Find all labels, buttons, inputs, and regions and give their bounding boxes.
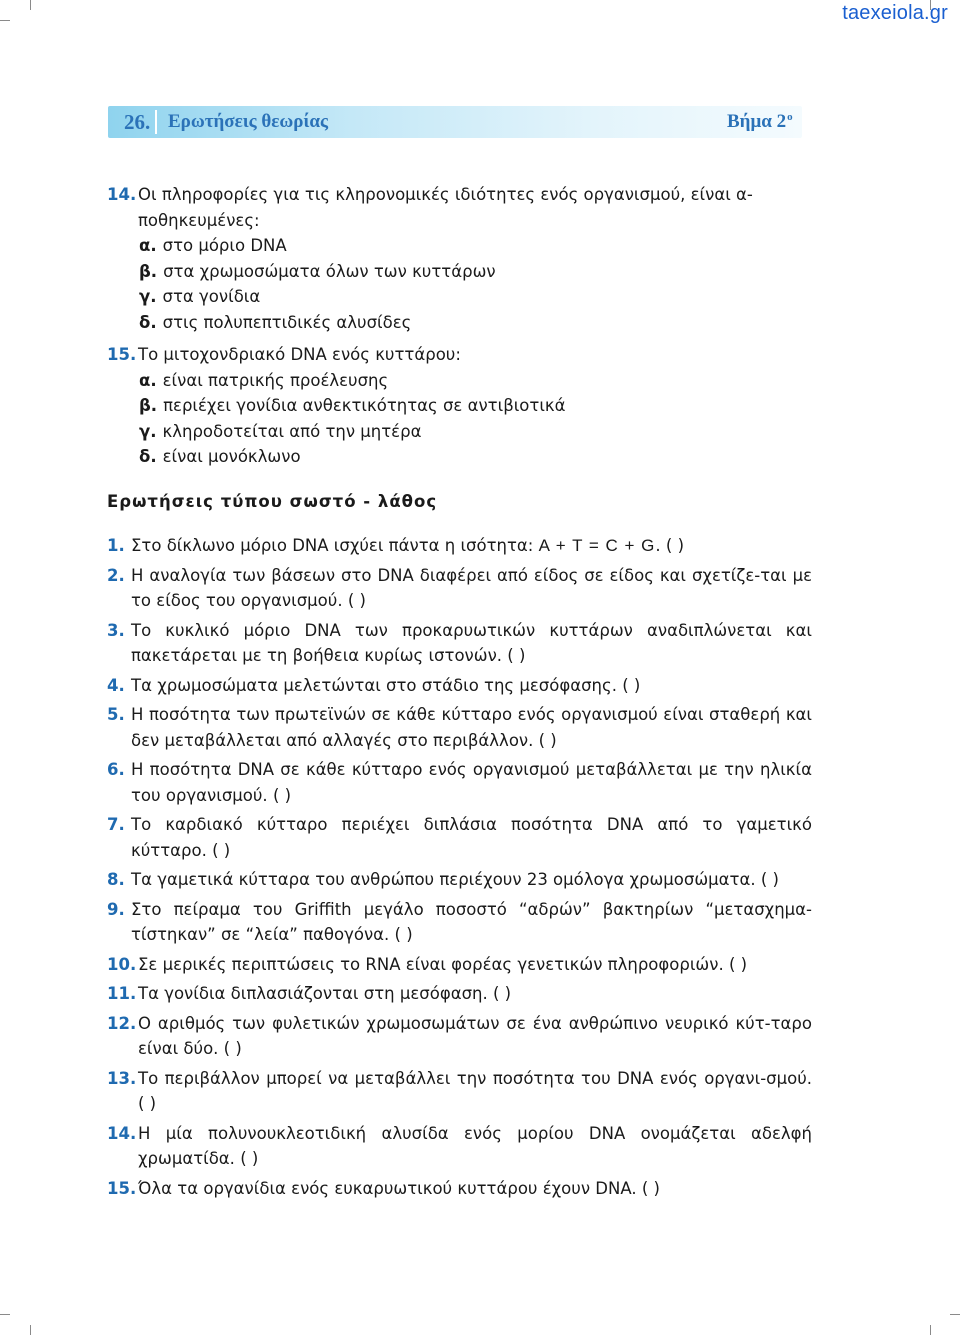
mc-question bbox=[107, 182, 812, 233]
question-number: 15. bbox=[107, 1178, 137, 1198]
true-false-question bbox=[107, 757, 812, 808]
formula-tail: . bbox=[655, 536, 661, 555]
question-number: 9. bbox=[107, 899, 125, 919]
answer-blank[interactable]: ( ) bbox=[641, 1178, 660, 1198]
true-false-question bbox=[107, 1176, 812, 1202]
option-label: δ. bbox=[139, 447, 157, 466]
question-text: Η μία πολυνουκλεοτιδική αλυσίδα ενός μορίου DNA ονομάζεται αδελφή χρωματίδα. bbox=[138, 1123, 812, 1168]
option-label: α. bbox=[139, 370, 157, 390]
true-false-section-title: Ερωτήσεις τύπου σωστό - λάθος bbox=[107, 491, 438, 511]
spacer bbox=[107, 514, 812, 533]
option-text: είναι πατρικής προέλευσης bbox=[162, 370, 389, 390]
question-number: 14. bbox=[107, 185, 137, 204]
option-text: κληροδοτείται από την μητέρα bbox=[162, 421, 422, 441]
true-false-question bbox=[107, 897, 812, 948]
true-false-question bbox=[107, 673, 812, 699]
question-number: 8. bbox=[107, 870, 125, 889]
true-false-list bbox=[107, 563, 812, 1202]
answer-option bbox=[139, 259, 812, 285]
true-false-question bbox=[107, 1066, 812, 1117]
option-label: γ. bbox=[139, 421, 157, 441]
true-false-question bbox=[107, 1011, 812, 1062]
step-text: Βήμα 2 bbox=[727, 111, 787, 132]
question-number: 5. bbox=[107, 705, 125, 724]
answer-option bbox=[139, 393, 812, 419]
question-number: 1. bbox=[107, 536, 125, 555]
option-text: στο μόριο DNA bbox=[162, 236, 287, 255]
crop-mark-bottom-right-v bbox=[930, 1325, 931, 1335]
page-content bbox=[107, 182, 812, 1205]
answer-option bbox=[139, 368, 812, 394]
spacer bbox=[107, 470, 812, 489]
answer-blank[interactable]: ( ) bbox=[760, 870, 779, 889]
crop-mark-bottom-left-v bbox=[30, 1325, 31, 1335]
question-number: 3. bbox=[107, 620, 125, 640]
question-text: Τα γονίδια διπλασιάζονται στη μεσόφαση. bbox=[138, 984, 488, 1003]
true-false-question bbox=[107, 563, 812, 614]
crop-mark-bottom-left-h bbox=[0, 1314, 10, 1315]
true-false-question bbox=[107, 952, 812, 978]
section-number: 26. bbox=[124, 110, 151, 134]
crop-mark-top-left-h bbox=[0, 20, 10, 21]
answer-option bbox=[139, 284, 812, 310]
true-false-question bbox=[107, 533, 812, 559]
true-false-question bbox=[107, 702, 812, 753]
answer-option bbox=[139, 444, 812, 470]
answer-blank[interactable]: ( ) bbox=[138, 1094, 157, 1113]
option-label: α. bbox=[139, 236, 157, 255]
equality-formula: A + T = C + G bbox=[538, 536, 656, 555]
true-false-question bbox=[107, 1121, 812, 1172]
question-text: Τα γαμετικά κύτταρα του ανθρώπου περιέχουν 23 ομόλογα χρωμοσώματα. bbox=[131, 870, 756, 889]
option-text: περιέχει γονίδια ανθεκτικότητας σε αντιβιοτικά bbox=[163, 396, 566, 415]
option-label: β. bbox=[139, 396, 158, 415]
question-number: 4. bbox=[107, 675, 125, 695]
answer-blank[interactable]: ( ) bbox=[272, 785, 292, 805]
question-text: Ο αριθμός των φυλετικών χρωμοσωμάτων σε ένα ανθρώπινο νευρικό κύτ-ταρο είναι δύο. bbox=[138, 1013, 812, 1058]
true-false-question bbox=[107, 867, 812, 893]
step-superscript: ο bbox=[787, 111, 793, 123]
question-number: 6. bbox=[107, 760, 125, 779]
question-text: Στο πείραμα του Griffith μεγάλο ποσοστό “αδρών” βακτηρίων “μετασχημα-τίστηκαν” σε “λεία” παθογόνα. bbox=[131, 899, 812, 944]
answer-blank[interactable]: ( ) bbox=[538, 730, 557, 750]
option-text: στις πολυπεπτιδικές αλυσίδες bbox=[162, 312, 412, 332]
question-text: Οι πληροφορίες για τις κληρονομικές ιδιότητες ενός οργανισμού, είναι α-ποθηκευμένες: bbox=[138, 185, 753, 230]
answer-blank[interactable]: ( ) bbox=[507, 646, 526, 665]
answer-blank[interactable]: ( ) bbox=[223, 1039, 242, 1058]
answer-blank[interactable]: ( ) bbox=[347, 591, 366, 610]
header-divider bbox=[155, 110, 157, 134]
question-text: Η αναλογία των βάσεων στο DNA διαφέρει από είδος σε είδος και σχετίζε-ται με το είδος του οργανισμού. bbox=[131, 565, 812, 610]
answer-blank[interactable]: ( ) bbox=[728, 954, 748, 974]
crop-mark-top-left-v bbox=[30, 0, 31, 10]
option-text: στα χρωμοσώματα όλων των κυττάρων bbox=[163, 261, 496, 281]
option-label: δ. bbox=[139, 312, 157, 332]
spacer bbox=[107, 335, 812, 342]
question-number: 7. bbox=[107, 815, 125, 834]
answer-blank[interactable]: ( ) bbox=[394, 925, 413, 944]
answer-option bbox=[139, 419, 812, 445]
question-number: 10. bbox=[107, 954, 137, 974]
crop-mark-bottom-right-h bbox=[950, 1314, 960, 1315]
answer-blank[interactable]: ( ) bbox=[240, 1149, 259, 1168]
watermark-link[interactable]: taexeiola.gr bbox=[842, 2, 948, 24]
question-text: Σε μερικές περιπτώσεις το RNA είναι φορέας γενετικών πληροφοριών. bbox=[138, 954, 724, 974]
question-number: 2. bbox=[107, 565, 125, 585]
answer-blank[interactable]: ( ) bbox=[493, 984, 512, 1003]
option-text: είναι μονόκλωνο bbox=[162, 447, 301, 466]
question-number: 11. bbox=[107, 984, 137, 1003]
answer-option bbox=[139, 310, 812, 336]
section-title-header: Ερωτήσεις θεωρίας bbox=[168, 111, 328, 132]
question-number: 12. bbox=[107, 1013, 137, 1033]
question-text: Η ποσότητα των πρωτεϊνών σε κάθε κύτταρο ενός οργανισμού είναι σταθερή και δεν μεταβάλλεται από αλλαγές στο περιβάλλον. bbox=[131, 705, 812, 750]
question-text: Όλα τα οργανίδια ενός ευκαρυωτικού κυττάρου έχουν DNA. bbox=[138, 1178, 637, 1198]
mc-question bbox=[107, 342, 812, 368]
question-text: Στο δίκλωνο μόριο DNA ισχύει πάντα η ισότητα: bbox=[131, 536, 534, 555]
answer-blank[interactable]: ( ) bbox=[665, 536, 685, 555]
true-false-question bbox=[107, 812, 812, 863]
answer-blank[interactable]: ( ) bbox=[212, 840, 231, 860]
option-text: στα γονίδια bbox=[162, 287, 261, 306]
question-number: 15. bbox=[107, 345, 137, 364]
answer-option bbox=[139, 233, 812, 259]
true-false-question bbox=[107, 981, 812, 1007]
true-false-question bbox=[107, 618, 812, 669]
option-label: β. bbox=[139, 261, 158, 281]
question-text: Το περιβάλλον μπορεί να μεταβάλλει την ποσότητα του DNA ενός οργανι-σμού. bbox=[138, 1068, 812, 1088]
question-text: Τα χρωμοσώματα μελετώνται στο στάδιο της μεσόφασης. bbox=[131, 675, 617, 695]
question-text: Το καρδιακό κύτταρο περιέχει διπλάσια ποσότητα DNA από το γαμετικό κύτταρο. bbox=[131, 815, 812, 860]
question-text: Το κυκλικό μόριο DNA των προκαρυωτικών κυττάρων αναδιπλώνεται και πακετάρεται με τη βοήθεια κυρίως ιστονών. bbox=[131, 620, 812, 665]
question-number: 14. bbox=[107, 1123, 137, 1143]
question-text: Το μιτοχονδριακό DNA ενός κυττάρου: bbox=[138, 345, 461, 364]
question-number: 13. bbox=[107, 1068, 137, 1088]
question-text: Η ποσότητα DNA σε κάθε κύτταρο ενός οργανισμού μεταβάλλεται με την ηλικία του οργανισμού. bbox=[131, 760, 812, 805]
option-label: γ. bbox=[139, 287, 157, 306]
answer-blank[interactable]: ( ) bbox=[622, 675, 641, 695]
step-label bbox=[727, 111, 793, 133]
